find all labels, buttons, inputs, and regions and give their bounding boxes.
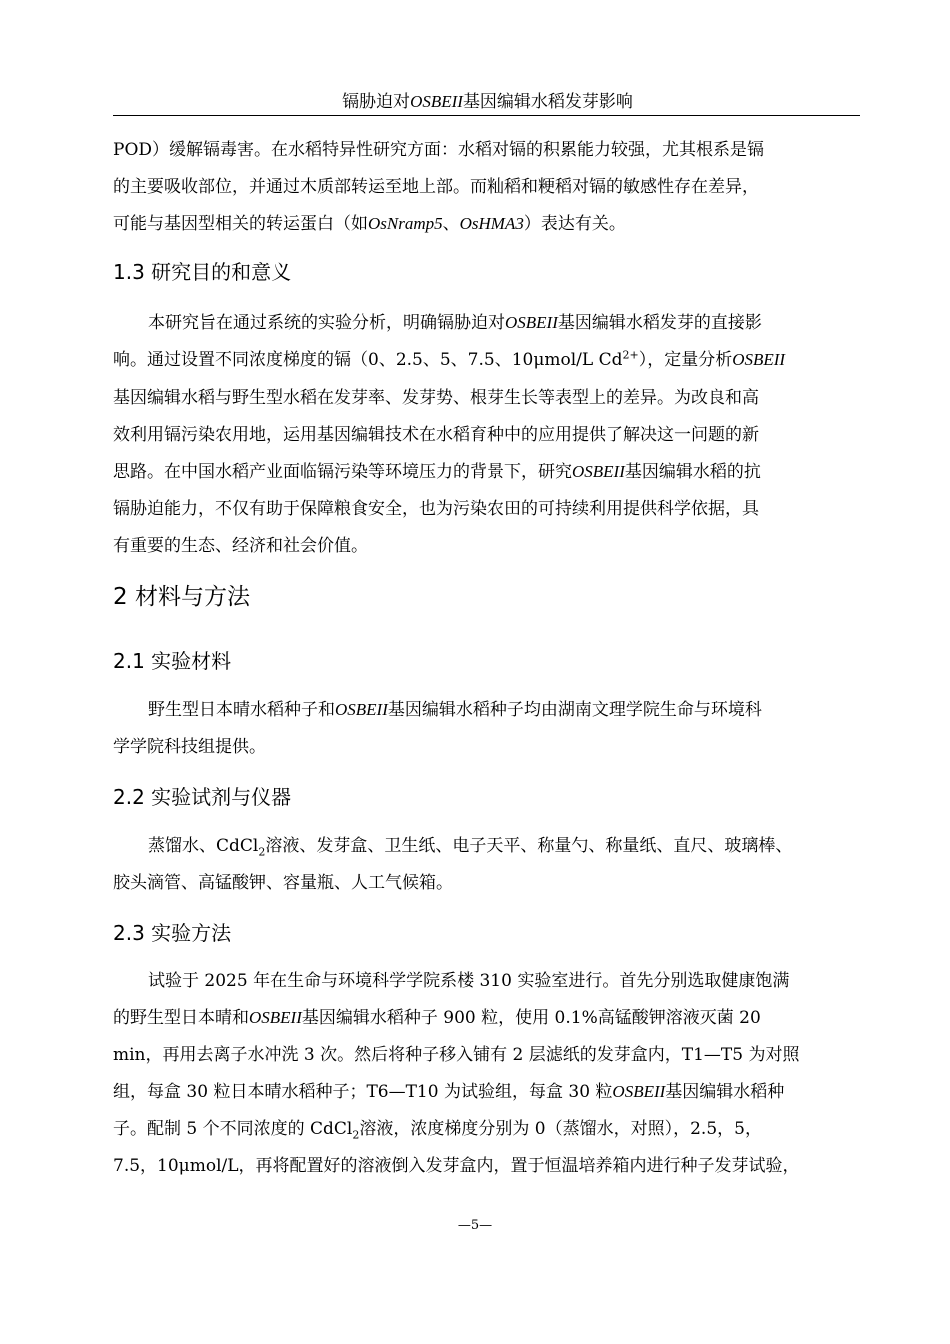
s23-line-4-text-a: 组，每盒 30 粒日本晴水稻种子；T6—T10 为试验组，每盒 30 粒 [113, 1082, 613, 1102]
s21-line-1 [148, 698, 762, 722]
s23-line-6: 7.5，10μmol/L，再将配置好的溶液倒入发芽盒内，置于恒温培养箱内进行种子发芽试验， [113, 1156, 800, 1176]
gene-osnramp5: OsNramp5 [368, 214, 443, 233]
s22-line-2: 胶头滴管、高锰酸钾、容量瓶、人工气候箱。 [113, 873, 453, 893]
s13-line-7: 有重要的生态、经济和社会价值。 [113, 536, 368, 556]
section-2-3-heading: 2.3 实验方法 [113, 921, 232, 945]
s23-line-1: 试验于 2025 年在生命与环境科学学院系楼 310 实验室进行。首先分别选取健康饱满 [148, 971, 790, 991]
section-2-2-heading: 2.2 实验试剂与仪器 [113, 785, 292, 809]
s23-line-2 [113, 1006, 761, 1030]
section-2-1-heading: 2.1 实验材料 [113, 649, 232, 673]
s13-line-5-gene: OSBEII [572, 462, 625, 481]
header-rule [113, 115, 860, 116]
s13-line-5-text-a: 思路。在中国水稻产业面临镉污染等环境压力的背景下，研究 [113, 462, 572, 482]
intro-line-3-separator: 、 [442, 214, 460, 234]
s23-line-2-text-b: 基因编辑水稻种子 900 粒，使用 0.1%高锰酸钾溶液灭菌 20 [301, 1008, 761, 1028]
s13-line-2-superscript: 2+ [622, 348, 639, 362]
s23-line-5-subscript: 2 [352, 1128, 360, 1142]
s23-line-2-gene: OSBEII [249, 1008, 302, 1027]
s13-line-1-text-b: 基因编辑水稻发芽的直接影 [557, 313, 762, 333]
s22-line-1 [148, 834, 792, 858]
section-1-3-heading: 1.3 研究目的和意义 [113, 260, 292, 284]
s21-line-1-text-a: 野生型日本晴水稻种子和 [148, 700, 335, 720]
s23-line-5 [113, 1117, 762, 1141]
s13-line-4: 效利用镉污染农用地，运用基因编辑技术在水稻育种中的应用提供了解决这一问题的新 [113, 425, 759, 445]
s13-line-6: 镉胁迫能力，不仅有助于保障粮食安全，也为污染农田的可持续利用提供科学依据，具 [113, 499, 759, 519]
intro-line-1: POD）缓解镉毒害。在水稻特异性研究方面：水稻对镉的积累能力较强，尤其根系是镉 [113, 140, 765, 160]
s13-line-2-text-b: ），定量分析 [638, 350, 733, 370]
s23-line-4-gene: OSBEII [612, 1082, 666, 1101]
page-number: —5— [457, 1218, 493, 1233]
s23-line-3: min，再用去离子水冲洗 3 次。然后将种子移入铺有 2 层滤纸的发芽盒内，T1—T5 为对照 [113, 1045, 800, 1065]
intro-line-3-text-b: ）表达有关。 [523, 214, 626, 234]
s21-line-1-text-b: 基因编辑水稻种子均由湖南文理学院生命与环境科 [387, 700, 762, 720]
s23-line-4-text-b: 基因编辑水稻种 [665, 1082, 785, 1102]
s13-line-5 [113, 460, 761, 484]
chapter-2-heading: 2 材料与方法 [113, 584, 250, 610]
header-title-post: 基因编辑水稻发芽影响 [462, 92, 633, 112]
intro-line-2: 的主要吸收部位，并通过木质部转运至地上部。而籼稻和粳稻对镉的敏感性存在差异， [113, 177, 759, 197]
s21-line-1-gene: OSBEII [335, 700, 388, 719]
s22-line-1-text-a: 蒸馏水、CdCl [148, 836, 259, 856]
running-header [115, 91, 860, 113]
s13-line-2-gene: OSBEII [732, 350, 786, 369]
s13-line-1 [148, 311, 762, 335]
intro-line-3 [113, 212, 626, 236]
s13-line-3: 基因编辑水稻与野生型水稻在发芽率、发芽势、根芽生长等表型上的差异。为改良和高 [113, 388, 759, 408]
s13-line-1-text-a: 本研究旨在通过系统的实验分析，明确镉胁迫对 [148, 313, 505, 333]
header-gene-name: OSBEII [410, 92, 463, 111]
gene-oshma3: OsHMA3 [459, 214, 524, 233]
header-title-pre: 镉胁迫对 [342, 92, 411, 112]
s23-line-4 [113, 1080, 784, 1104]
s13-line-1-gene: OSBEII [505, 313, 558, 332]
s23-line-2-text-a: 的野生型日本晴和 [113, 1008, 249, 1028]
s22-line-1-text-b: 溶液、发芽盒、卫生纸、电子天平、称量勺、称量纸、直尺、玻璃棒、 [265, 836, 793, 856]
s21-line-2: 学学院科技组提供。 [113, 737, 266, 757]
s13-line-5-text-b: 基因编辑水稻的抗 [624, 462, 761, 482]
s23-line-5-text-a: 子。配制 5 个不同浓度的 CdCl [113, 1119, 353, 1139]
s13-line-2 [113, 348, 785, 372]
s22-line-1-subscript: 2 [258, 845, 266, 859]
s23-line-5-text-b: 溶液，浓度梯度分别为 0（蒸馏水，对照），2.5，5， [359, 1119, 762, 1139]
intro-line-3-text-a: 可能与基因型相关的转运蛋白（如 [113, 214, 368, 234]
s13-line-2-text-a: 响。通过设置不同浓度梯度的镉（0、2.5、5、7.5、10μmol/L Cd [113, 350, 623, 370]
